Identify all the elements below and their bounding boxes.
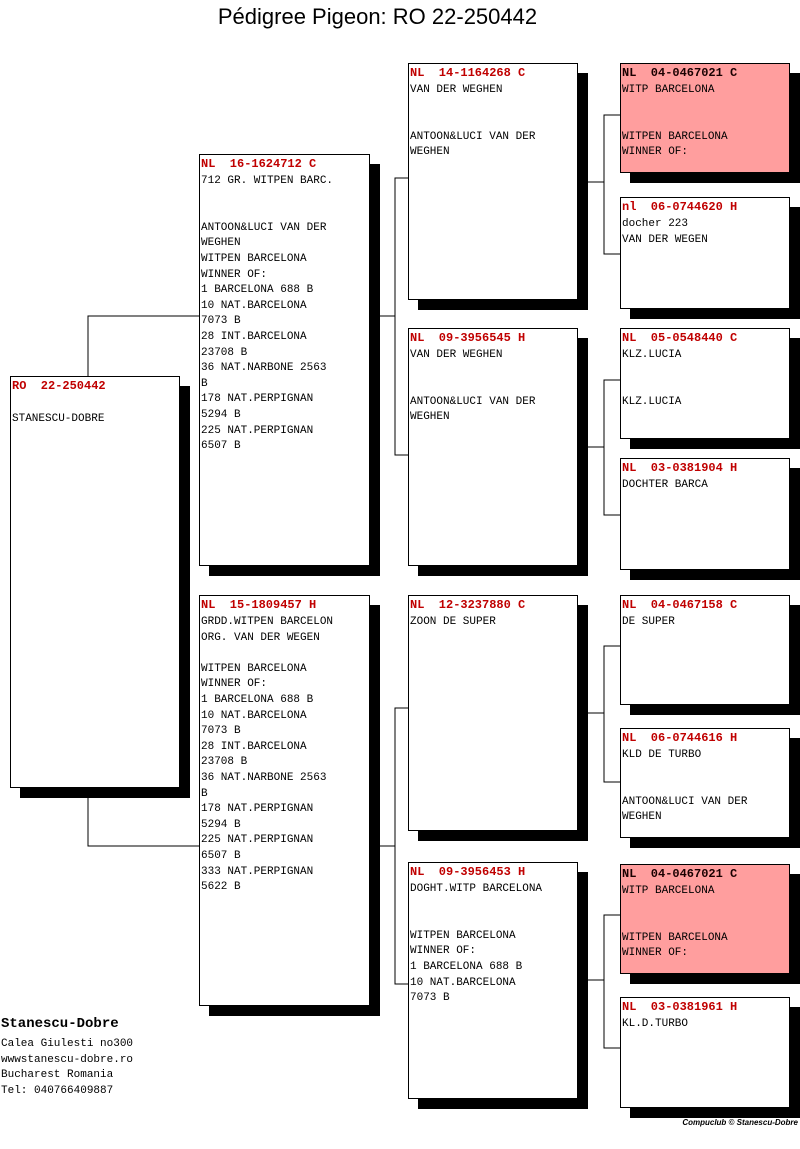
breeder-website[interactable]: wwwstanescu-dobre.ro — [1, 1053, 134, 1066]
pigeon-card-sss[interactable] — [620, 63, 790, 173]
ring-number: NL 04-0467021 C — [622, 66, 738, 80]
pigeon-card-sire[interactable] — [199, 154, 370, 566]
pigeon-card-dss[interactable] — [620, 595, 790, 705]
connector-sire-children — [395, 178, 409, 455]
connector-sd-children — [604, 380, 621, 515]
ring-number: NL 15-1809457 H — [201, 598, 317, 612]
ring-number: NL 05-0548440 C — [622, 331, 738, 345]
pigeon-info: docher 223 VAN DER WEGEN — [622, 218, 708, 246]
pigeon-card-dsd[interactable] — [620, 728, 790, 838]
pigeon-info: WITP BARCELONA WITPEN BARCELONA WINNER OF: — [622, 84, 728, 159]
ring-number: nl 06-0744620 H — [622, 200, 738, 214]
breeder-city: Bucharest Romania — [1, 1069, 114, 1082]
pigeon-info: DOCHTER BARCA — [622, 479, 708, 491]
connector-subject-dam — [88, 787, 200, 846]
pigeon-card-dds[interactable] — [620, 864, 790, 974]
pigeon-info: WITP BARCELONA WITPEN BARCELONA WINNER OF: — [622, 885, 728, 960]
ring-number: NL 04-0467158 C — [622, 598, 738, 612]
pigeon-info: GRDD.WITPEN BARCELON ORG. VAN DER WEGEN WITPEN BARCELONA WINNER OF: 1 BARCELONA 688 B 10 NAT.BARCELONA 7073 B 28 INT.BARCELONA 23708 B 36 NAT.NARBONE 2563 B 178 NAT.PERPIGNAN 5294 B 225 NAT.PERPIGNAN 6507 B 333 NAT.PERPIGNAN 5622 B — [201, 616, 334, 894]
pigeon-card-sds[interactable] — [620, 328, 790, 439]
ring-number: NL 04-0467021 C — [622, 867, 738, 881]
connector-ds-children — [604, 646, 621, 782]
breeder-address: Calea Giulesti no300 — [1, 1038, 134, 1050]
copyright-notice: Compuclub © Stanescu-Dobre — [682, 1118, 798, 1127]
pigeon-info: KLD DE TURBO ANTOON&LUCI VAN DER WEGHEN — [622, 749, 748, 824]
ring-number: NL 09-3956545 H — [410, 331, 526, 345]
breeder-contact-block — [1, 1015, 133, 1099]
ring-number: NL 06-0744616 H — [622, 731, 738, 745]
pigeon-info: STANESCU-DOBRE — [12, 412, 105, 425]
ring-number: NL 16-1624712 C — [201, 157, 317, 171]
pigeon-card-ssd[interactable] — [620, 197, 790, 309]
pigeon-card-dam[interactable] — [199, 595, 370, 1006]
pigeon-card-sire-dam[interactable] — [408, 328, 578, 566]
breeder-phone: Tel: 040766409887 — [1, 1084, 114, 1097]
pigeon-info: KLZ.LUCIA KLZ.LUCIA — [622, 349, 682, 408]
ring-number: NL 09-3956453 H — [410, 865, 526, 879]
pigeon-info: DOGHT.WITP BARCELONA WITPEN BARCELONA WINNER OF: 1 BARCELONA 688 B 10 NAT.BARCELONA 7073 B — [410, 883, 543, 1005]
connector-ss-children — [604, 115, 621, 254]
connector-dd-children — [604, 915, 621, 1048]
pigeon-info: VAN DER WEGHEN ANTOON&LUCI VAN DER WEGHEN — [410, 84, 536, 159]
page-title: Pédigree Pigeon: RO 22-250442 — [217, 4, 538, 29]
pigeon-info: 712 GR. WITPEN BARC. ANTOON&LUCI VAN DER WEGHEN WITPEN BARCELONA WINNER OF: 1 BARCELONA 688 B 10 NAT.BARCELONA 7073 B 28 INT.BARCELONA 23708 B 36 NAT.NARBONE 2563 B 178 NAT.PERPIGNAN 5294 B 225 NAT.PERPIGNAN 6507 B — [201, 175, 334, 453]
pigeon-card-sire-sire[interactable] — [408, 63, 578, 300]
pigeon-card-dam-sire[interactable] — [408, 595, 578, 831]
pigeon-info: VAN DER WEGHEN ANTOON&LUCI VAN DER WEGHEN — [410, 349, 536, 424]
ring-number: RO 22-250442 — [12, 379, 106, 393]
ring-number: NL 03-0381961 H — [622, 1000, 738, 1014]
connector-subject-sire — [88, 316, 200, 377]
pigeon-card-sdd[interactable] — [620, 458, 790, 570]
ring-number: NL 14-1164268 C — [410, 66, 526, 80]
breeder-name: Stanescu-Dobre — [1, 1016, 119, 1032]
connector-dam-children — [395, 708, 409, 984]
pigeon-info: DE SUPER — [622, 616, 675, 628]
pigeon-card-ddd[interactable] — [620, 997, 790, 1108]
pigeon-info: KL.D.TURBO — [622, 1018, 689, 1030]
ring-number: NL 12-3237880 C — [410, 598, 526, 612]
pigeon-card-subject[interactable] — [10, 376, 180, 788]
ring-number: NL 03-0381904 H — [622, 461, 738, 475]
pigeon-card-dam-dam[interactable] — [408, 862, 578, 1099]
pigeon-info: ZOON DE SUPER — [410, 616, 496, 628]
